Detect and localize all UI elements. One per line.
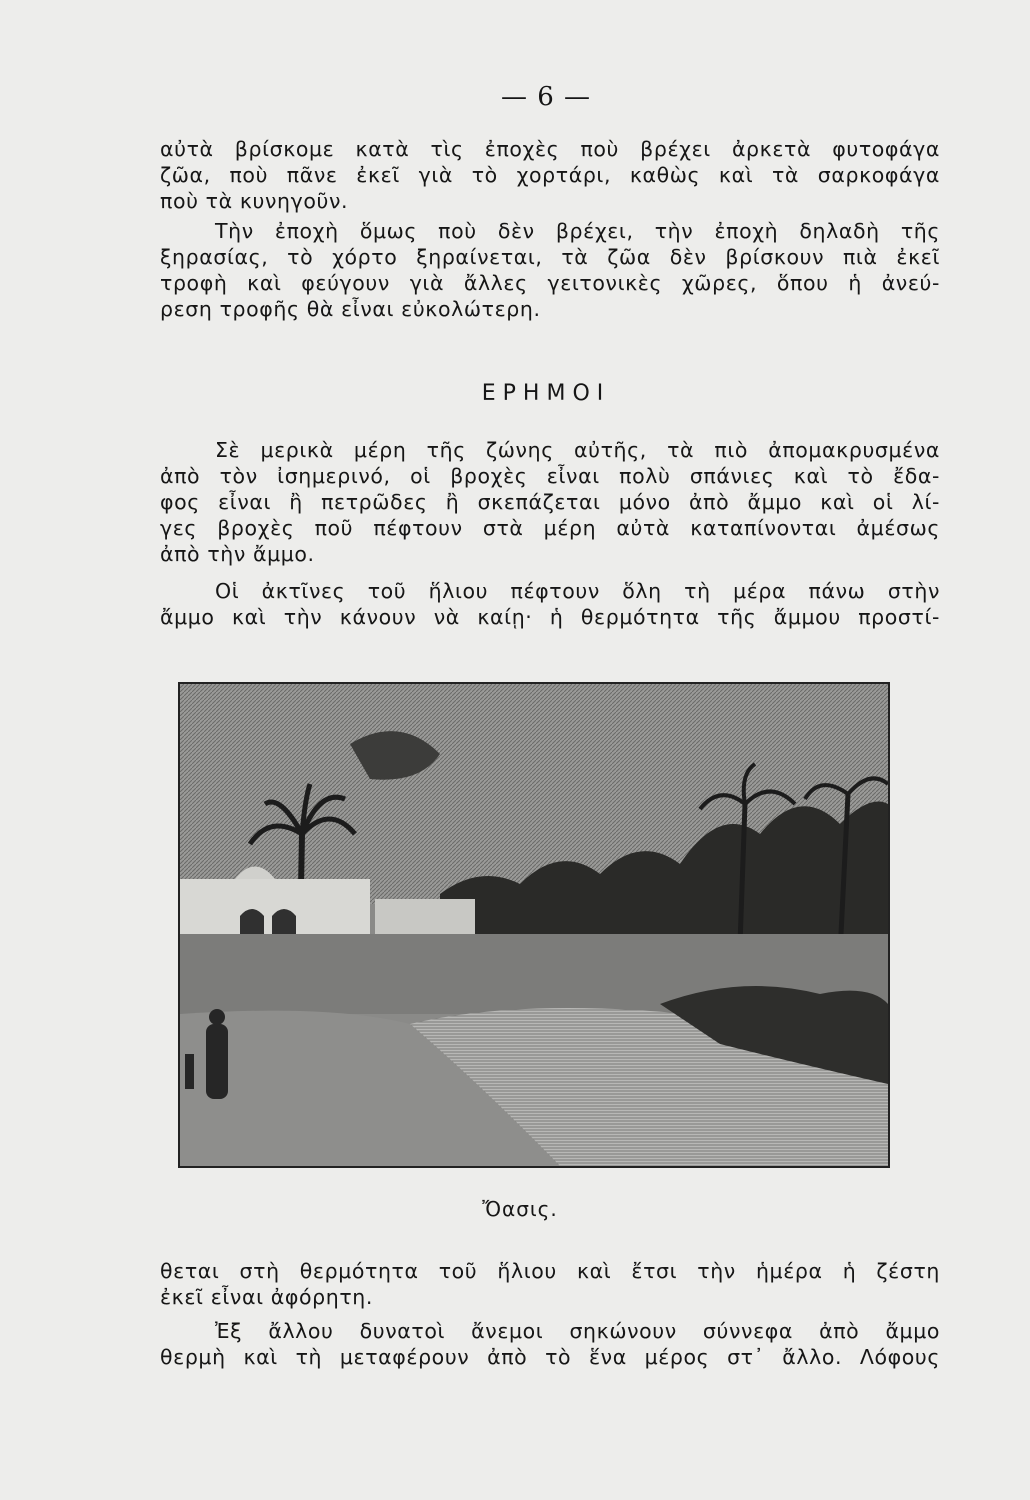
paragraph-3 <box>160 437 940 567</box>
paragraph-4 <box>160 578 940 630</box>
paragraph-1 <box>160 136 940 214</box>
text-line: ποὺ τὰ κυνηγοῦν. <box>160 189 349 213</box>
paragraph-5 <box>160 1258 940 1310</box>
text-line: Τὴν ἐποχὴ ὅμως ποὺ δὲν βρέχει, τὴν ἐποχὴ δηλαδὴ τῆς <box>215 219 940 243</box>
text-line: ρεση τροφῆς θὰ εἶναι εὐκολώτερη. <box>160 297 541 321</box>
paragraph-2 <box>160 218 940 322</box>
text-line: γες βροχὲς ποῦ πέφτουν στὰ μέρη αὐτὰ καταπίνονται ἀμέσως <box>160 516 940 540</box>
section-heading: ΕΡΗΜΟΙ <box>481 381 611 406</box>
figure-caption: Ὄασις. <box>482 1197 558 1221</box>
page-number: — 6 — <box>500 82 592 112</box>
text-line: θεται στὴ θερμότητα τοῦ ἥλιου καὶ ἔτσι τὴν ἡμέρα ἡ ζέστη <box>160 1259 940 1283</box>
oasis-engraving <box>180 684 888 1166</box>
text-line: φος εἶναι ἢ πετρῶδες ἢ σκεπάζεται μόνο ἀπὸ ἄμμο καὶ οἱ λί- <box>160 490 940 514</box>
text-line: τροφὴ καὶ φεύγουν γιὰ ἄλλες γειτονικὲς χῶρες, ὅπου ἡ ἀνεύ- <box>160 271 940 295</box>
text-line: ἄμμο καὶ τὴν κάνουν νὰ καίῃ· ἡ θερμότητα τῆς ἄμμου προστί- <box>160 605 940 629</box>
text-line: αὐτὰ βρίσκομε κατὰ τὶς ἐποχὲς ποὺ βρέχει ἀρκετὰ φυτοφάγα <box>160 137 940 161</box>
text-line: ἐκεῖ εἶναι ἀφόρητη. <box>160 1285 373 1309</box>
oasis-illustration <box>178 682 890 1168</box>
text-line: θερμὴ καὶ τὴ μεταφέρουν ἀπὸ τὸ ἕνα μέρος στ᾽ ἄλλο. Λόφους <box>160 1345 940 1369</box>
text-line: ἀπὸ τὸν ἰσημερινό, οἱ βροχὲς εἶναι πολὺ σπάνιες καὶ τὸ ἔδα- <box>160 464 940 488</box>
text-line: Σὲ μερικὰ μέρη τῆς ζώνης αὐτῆς, τὰ πιὸ ἀπομακρυσμένα <box>215 438 940 462</box>
text-line: ἀπὸ τὴν ἄμμο. <box>160 542 315 566</box>
paragraph-6 <box>160 1318 940 1370</box>
text-line: ξηρασίας, τὸ χόρτο ξηραίνεται, τὰ ζῶα δὲν βρίσκουν πιὰ ἐκεῖ <box>160 245 940 269</box>
text-line: ζῶα, ποὺ πᾶνε ἐκεῖ γιὰ τὸ χορτάρι, καθὼς καὶ τὰ σαρκοφάγα <box>160 163 940 187</box>
text-line: Ἐξ ἄλλου δυνατοὶ ἄνεμοι σηκώνουν σύννεφα ἀπὸ ἄμμο <box>215 1319 940 1343</box>
text-line: Οἱ ἀκτῖνες τοῦ ἥλιου πέφτουν ὅλη τὴ μέρα πάνω στὴν <box>215 579 940 603</box>
